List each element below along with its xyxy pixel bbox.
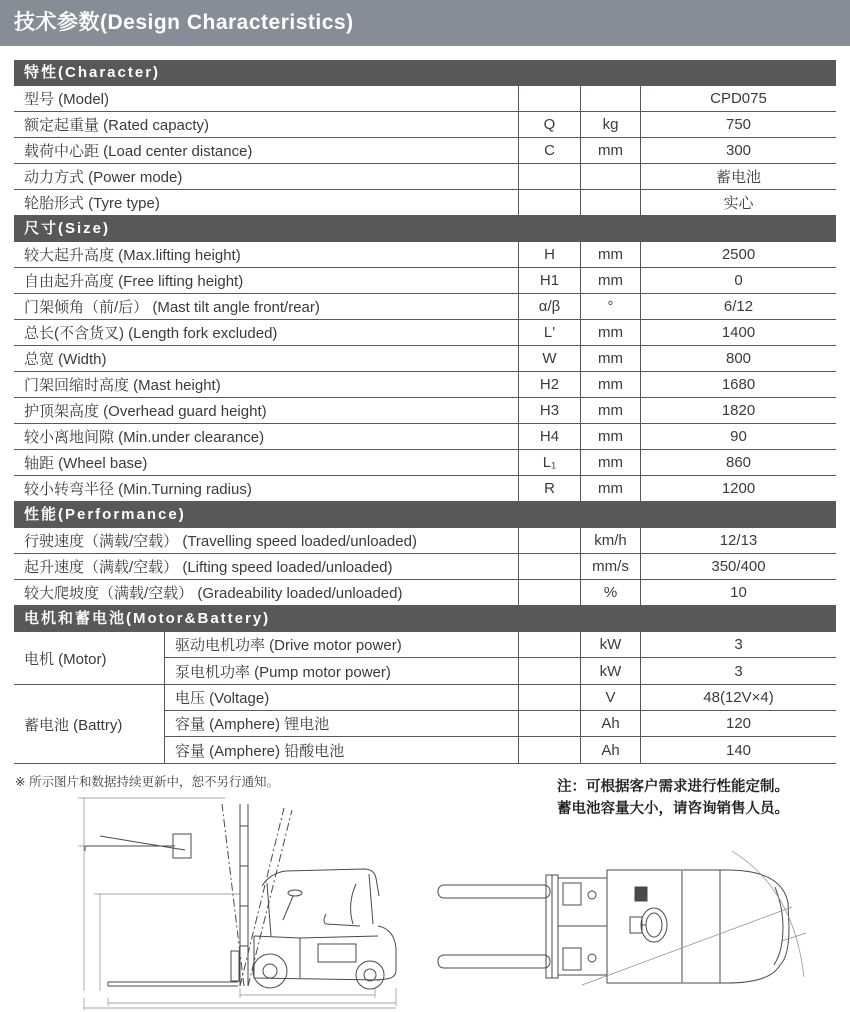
spec-unit: mm	[580, 268, 640, 293]
spec-unit: mm	[580, 320, 640, 345]
group-label: 电机 (Motor)	[14, 632, 165, 684]
raised-fork-lines	[85, 834, 191, 858]
spec-unit: kW	[580, 632, 640, 657]
spec-symbol: H	[518, 242, 580, 267]
spec-symbol: L₁	[518, 450, 580, 475]
spec-unit: mm/s	[580, 554, 640, 579]
spec-row	[165, 658, 836, 684]
page-title-banner	[0, 0, 850, 46]
spec-symbol: C	[518, 138, 580, 163]
spec-label: 动力方式 (Power mode)	[24, 169, 183, 186]
spec-value: 1400	[640, 320, 836, 345]
spec-label: 门架倾角（前/后） (Mast tilt angle front/rear)	[24, 299, 320, 316]
spec-row	[14, 164, 836, 190]
spec-value: 10	[640, 580, 836, 605]
group-rows	[165, 632, 836, 684]
steering-column	[283, 890, 302, 920]
spec-symbol: α/β	[518, 294, 580, 319]
spec-label: 泵电机功率 (Pump motor power)	[175, 663, 391, 681]
carriage	[546, 875, 558, 978]
overhead-guard	[262, 869, 379, 936]
spec-value: 3	[640, 632, 836, 657]
spec-symbol	[518, 190, 580, 215]
spec-value: 750	[640, 112, 836, 137]
spec-value: 140	[640, 737, 836, 763]
spec-row	[14, 112, 836, 138]
spec-label: 载荷中心距 (Load center distance)	[24, 143, 253, 160]
spec-value: 3	[640, 658, 836, 684]
spec-row	[14, 346, 836, 372]
spec-label: 容量 (Amphere) 锂电池	[175, 716, 330, 733]
spec-row	[165, 685, 836, 711]
spec-symbol: H4	[518, 424, 580, 449]
spec-symbol	[518, 528, 580, 553]
mast-assembly	[558, 878, 607, 975]
spec-symbol	[518, 86, 580, 111]
spec-label: 较大起升高度 (Max.lifting height)	[24, 247, 241, 264]
footnote-disclaimer: ※ 所示图片和数据持续更新中，恕不另行通知。	[15, 775, 279, 789]
spec-label: 较小转弯半径 (Min.Turning radius)	[24, 481, 252, 498]
spec-row	[14, 424, 836, 450]
spec-symbol: L'	[518, 320, 580, 345]
spec-value: 12/13	[640, 528, 836, 553]
spec-row	[14, 138, 836, 164]
forklift-top-view-drawing	[432, 845, 814, 1012]
spec-unit: mm	[580, 398, 640, 423]
spec-label: 轴距 (Wheel base)	[24, 455, 148, 472]
fork	[108, 982, 238, 986]
spec-value: 1820	[640, 398, 836, 423]
spec-group	[14, 632, 836, 685]
spec-unit: mm	[580, 372, 640, 397]
section-header: 电机和蓄电池(Motor&Battery)	[14, 606, 836, 632]
spec-symbol	[518, 580, 580, 605]
spec-unit	[580, 164, 640, 189]
spec-symbol: H1	[518, 268, 580, 293]
spec-value: 2500	[640, 242, 836, 267]
spec-label: 额定起重量 (Rated capacty)	[24, 117, 210, 134]
spec-row	[165, 711, 836, 737]
dimension-lines	[78, 798, 396, 1010]
spec-unit: km/h	[580, 528, 640, 553]
spec-value: 实心	[640, 190, 836, 215]
note-line-2: 蓄电池容量大小，请咨询销售人员。	[557, 801, 789, 818]
spec-row	[14, 580, 836, 606]
section-header: 尺寸(Size)	[14, 216, 836, 242]
spec-label: 驱动电机功率 (Drive motor power)	[175, 637, 402, 654]
spec-symbol: H2	[518, 372, 580, 397]
spec-unit: kg	[580, 112, 640, 137]
spec-label: 较小离地间隙 (Min.under clearance)	[24, 429, 265, 446]
spec-label: 起升速度（满载/空载） (Lifting speed loaded/unloaded)	[24, 559, 393, 576]
spec-label: 较大爬坡度（满载/空载） (Gradeability loaded/unloaded)	[24, 585, 403, 602]
steering-wheel	[630, 908, 667, 942]
spec-label: 总长(不含货叉) (Length fork excluded)	[24, 325, 278, 342]
spec-label: 电压 (Voltage)	[175, 690, 270, 707]
spec-label: 门架回缩时高度 (Mast height)	[24, 377, 221, 394]
spec-unit: kW	[580, 658, 640, 684]
spec-unit: %	[580, 580, 640, 605]
spec-unit: Ah	[580, 711, 640, 736]
mast	[231, 804, 248, 986]
spec-value: 48(12V×4)	[640, 685, 836, 710]
spec-value: CPD075	[640, 86, 836, 111]
spec-unit: mm	[580, 242, 640, 267]
spec-value: 90	[640, 424, 836, 449]
note-customization	[557, 776, 789, 821]
spec-value: 300	[640, 138, 836, 163]
spec-symbol: H3	[518, 398, 580, 423]
spec-unit: V	[580, 685, 640, 710]
spec-row	[14, 450, 836, 476]
spec-unit: mm	[580, 476, 640, 501]
spec-symbol	[518, 632, 580, 657]
forklift-side-view-drawing	[70, 786, 440, 1010]
section-header: 性能(Performance)	[14, 502, 836, 528]
spec-row	[14, 528, 836, 554]
forks-top	[438, 885, 550, 968]
spec-unit: mm	[580, 346, 640, 371]
spec-unit	[580, 86, 640, 111]
spec-unit: mm	[580, 450, 640, 475]
spec-row	[14, 372, 836, 398]
spec-table	[14, 60, 836, 764]
spec-value: 蓄电池	[640, 164, 836, 189]
spec-label: 总宽 (Width)	[24, 351, 107, 368]
spec-row	[14, 268, 836, 294]
spec-symbol: W	[518, 346, 580, 371]
spec-value: 1200	[640, 476, 836, 501]
note-line-1: 注：可根据客户需求进行性能定制。	[557, 779, 789, 795]
spec-label: 容量 (Amphere) 铅酸电池	[175, 742, 345, 760]
turning-radius-lines	[582, 851, 806, 985]
spec-unit: Ah	[580, 737, 640, 763]
spec-value: 0	[640, 268, 836, 293]
body-top	[607, 870, 789, 983]
spec-row	[14, 294, 836, 320]
spec-symbol	[518, 164, 580, 189]
spec-row	[14, 476, 836, 502]
spec-row	[14, 86, 836, 112]
spec-row	[14, 320, 836, 346]
spec-unit: mm	[580, 424, 640, 449]
seat	[324, 884, 360, 926]
spec-symbol: Q	[518, 112, 580, 137]
spec-row	[14, 398, 836, 424]
spec-value: 1680	[640, 372, 836, 397]
spec-label: 自由起升高度 (Free lifting height)	[24, 273, 244, 290]
spec-group	[14, 685, 836, 764]
spec-label: 行驶速度（满载/空载） (Travelling speed loaded/unloaded)	[24, 533, 417, 550]
spec-value: 120	[640, 711, 836, 736]
spec-row	[14, 554, 836, 580]
spec-symbol: R	[518, 476, 580, 501]
spec-symbol	[518, 737, 580, 763]
spec-label: 轮胎形式 (Tyre type)	[24, 195, 160, 212]
spec-unit: mm	[580, 138, 640, 163]
spec-symbol	[518, 554, 580, 579]
spec-value: 350/400	[640, 554, 836, 579]
spec-row	[165, 632, 836, 658]
spec-row	[165, 737, 836, 763]
spec-unit: °	[580, 294, 640, 319]
spec-symbol	[518, 711, 580, 736]
spec-symbol	[518, 685, 580, 710]
section-header: 特性(Character)	[14, 60, 836, 86]
spec-row	[14, 190, 836, 216]
spec-label: 护顶架高度 (Overhead guard height)	[24, 403, 267, 420]
group-rows	[165, 685, 836, 763]
spec-label: 型号 (Model)	[24, 91, 110, 108]
spec-value: 860	[640, 450, 836, 475]
spec-row	[14, 242, 836, 268]
spec-symbol	[518, 658, 580, 684]
page-title: 技术参数(Design Characteristics)	[14, 11, 354, 34]
spec-unit	[580, 190, 640, 215]
spec-value: 800	[640, 346, 836, 371]
spec-value: 6/12	[640, 294, 836, 319]
group-label: 蓄电池 (Battry)	[14, 685, 165, 763]
